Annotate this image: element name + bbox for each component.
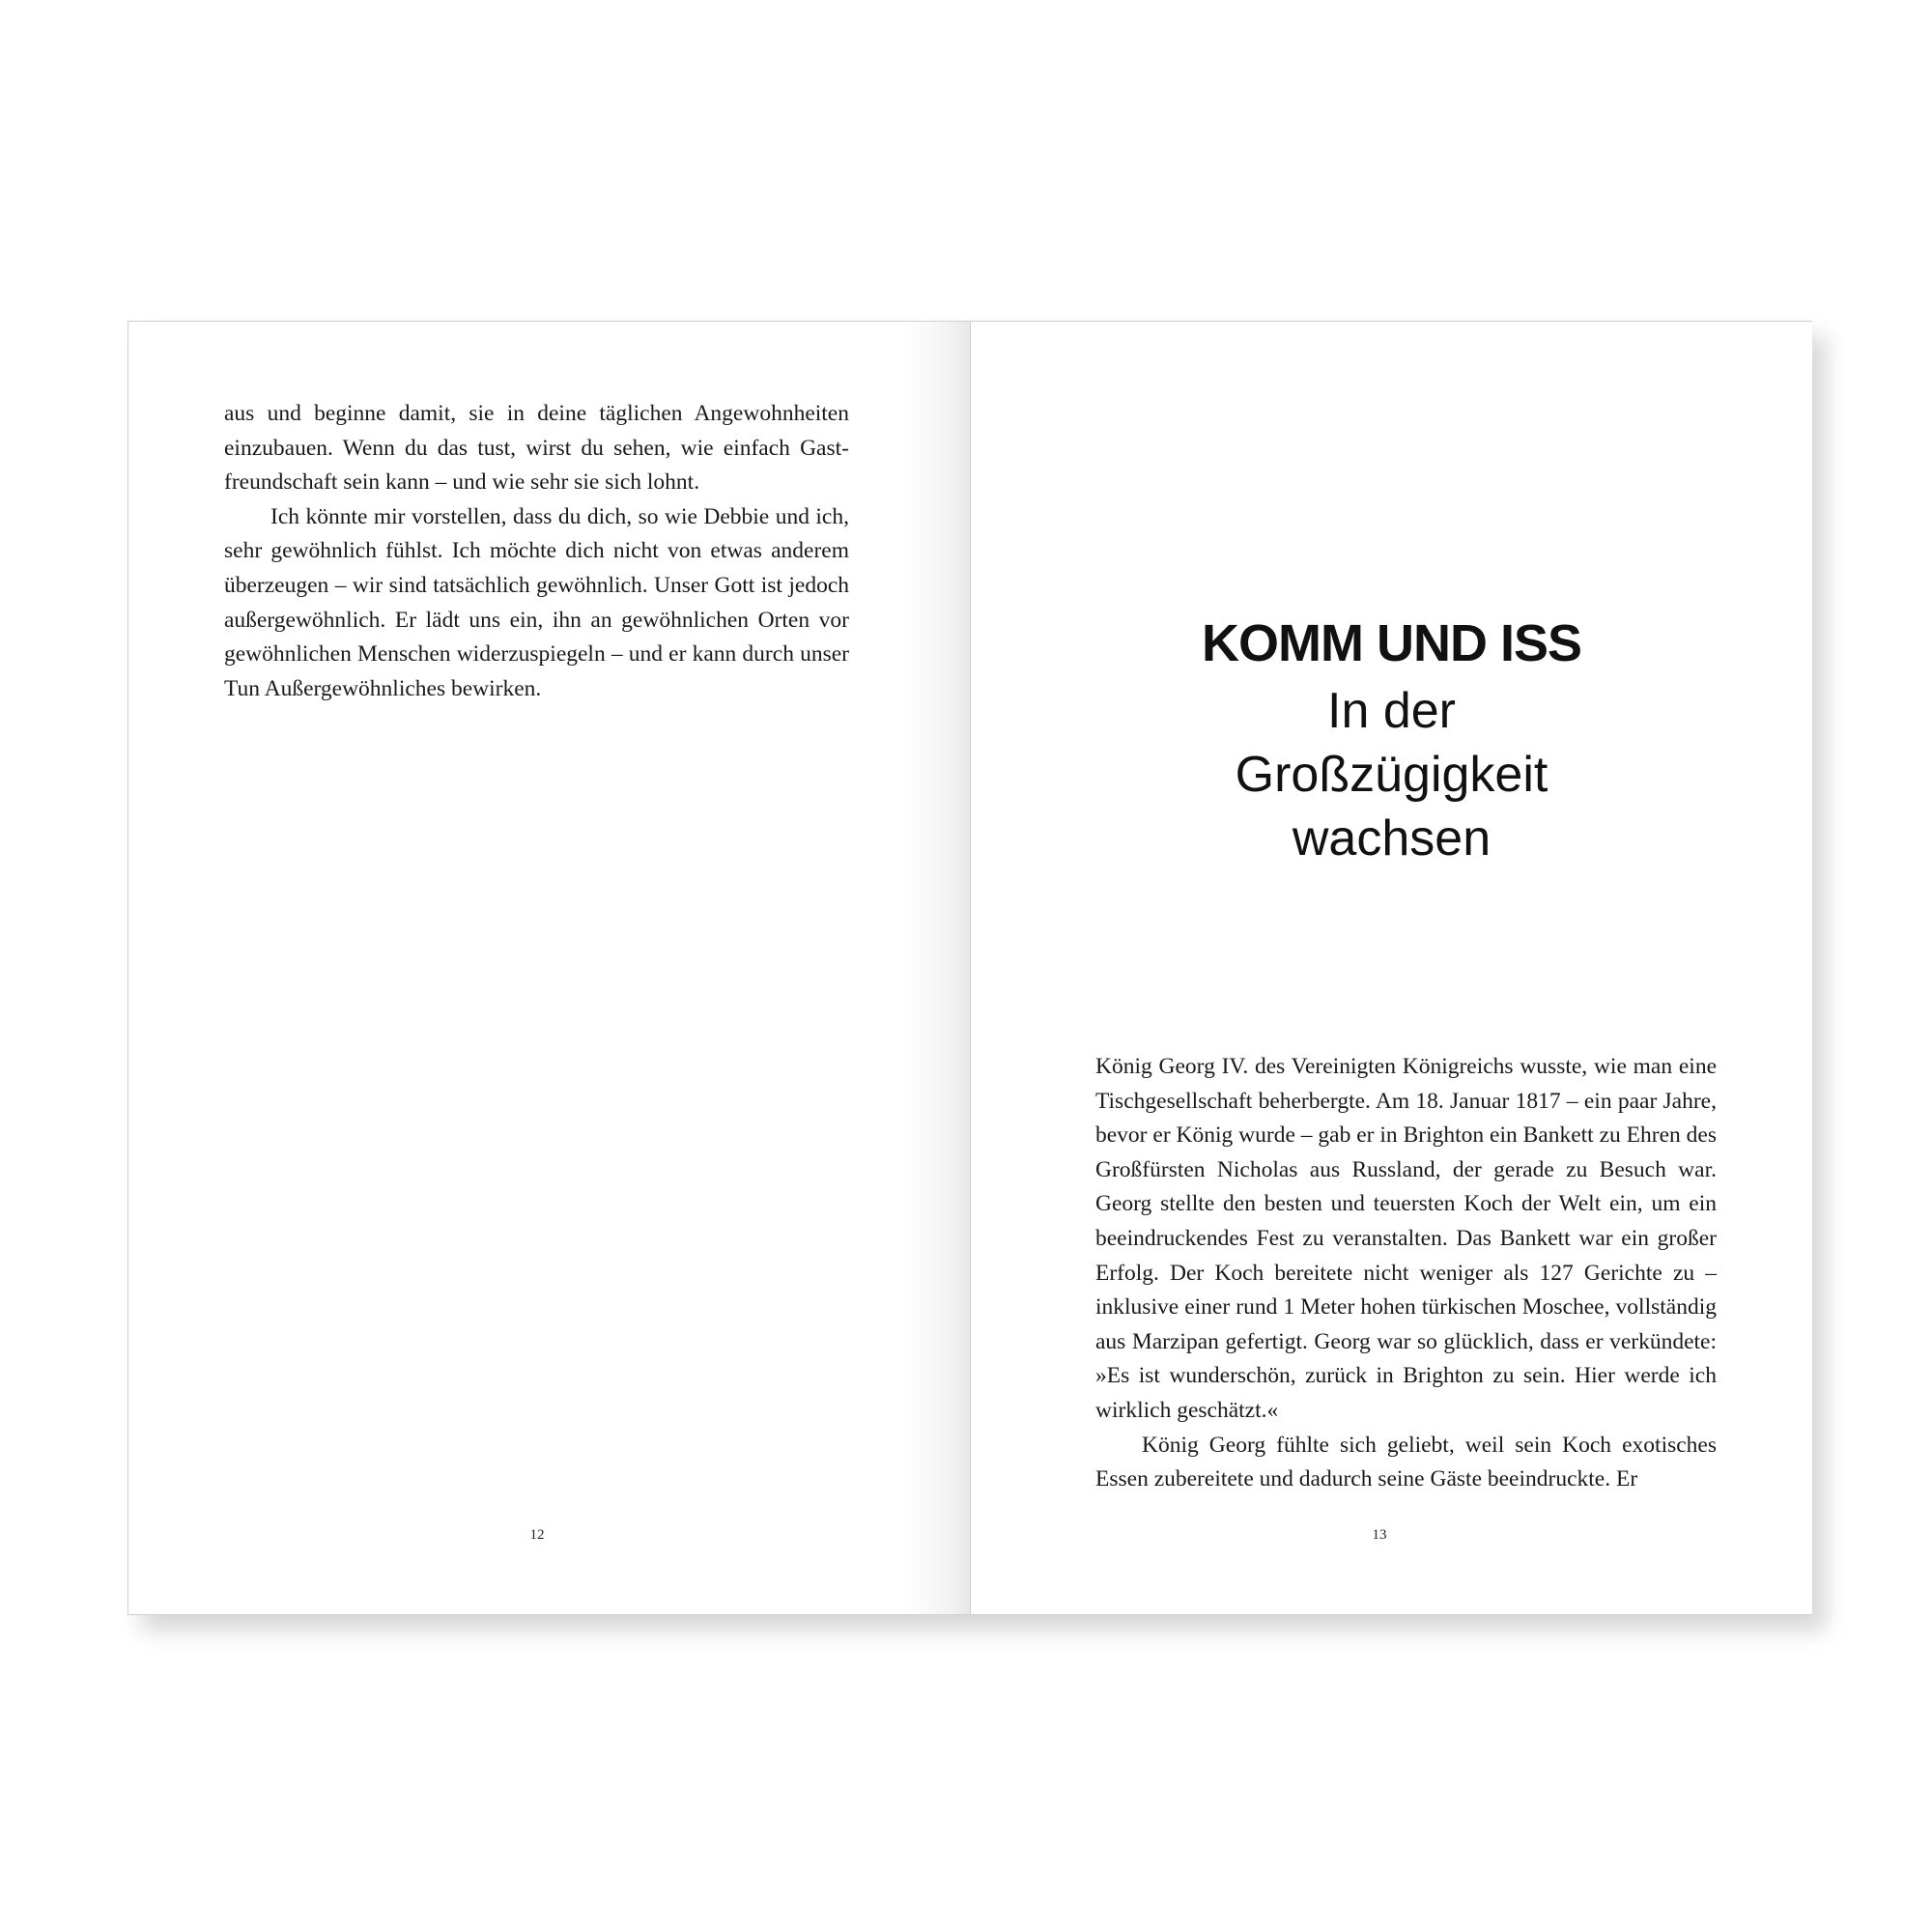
chapter-heading	[971, 611, 1812, 870]
paragraph: aus und beginne damit, sie in deine täglichen Angewohnheiten einzubauen. Wenn du das tust, wirst du sehen, wie einfach Gastfreundschaft sein kann – und wie sehr sie sich lohnt.	[224, 401, 849, 496]
left-page	[128, 322, 970, 1614]
right-page-body	[1095, 1050, 1717, 1497]
page-number: 13	[1372, 1527, 1387, 1543]
page-number: 12	[529, 1527, 545, 1543]
left-page-body	[224, 397, 849, 706]
chapter-title: KOMM UND ISS	[1202, 614, 1581, 672]
paragraph: König Georg IV. des Vereinigten Königreichs wusste, wie man eine Tischgesellschaft beherbergte. Am 18. Januar 1817 – ein paar Jahre, bevor er König wurde – gab er in Brighton ein Bankett zu Ehren des Großfürsten Nicholas aus Russland, der gerade zu Besuch war. Georg stellte den besten und teuersten Koch der Welt ein, um ein beeindruckendes Fest zu veranstalten. Das Bankett war ein großer Erfolg. Der Koch bereitete nicht weniger als 127 Gerichte zu – inklusive einer rund 1 Meter hohen türkischen Moschee, vollständig aus Marzipan gefertigt. Georg war so glücklich, dass er verkündete: »Es ist wunderschön, zurück in Brighton zu sein. Hier werde ich wirklich geschätzt.«	[1095, 1054, 1717, 1423]
chapter-subtitle: In der Großzügigkeit wachsen	[1235, 683, 1548, 867]
right-page	[970, 322, 1812, 1614]
gutter-shadow	[902, 322, 970, 1614]
paragraph: Ich könnte mir vorstellen, dass du dich, so wie Debbie und ich, sehr gewöhnlich fühlst. Ich möchte dich nicht von etwas anderem überzeugen – wir sind tatsächlich gewöhnlich. Unser Gott ist jedoch außergewöhnlich. Er lädt uns ein, ihn an gewöhnlichen Orten vor gewöhnlichen Menschen widerzuspiegeln – und er kann durch unser Tun Außergewöhnliches bewirken.	[224, 503, 849, 701]
paragraph: König Georg fühlte sich geliebt, weil sein Koch exotisches Essen zubereitete und dadurch seine Gäste beeindruckte. Er	[1095, 1432, 1717, 1492]
book-spread	[128, 321, 1812, 1615]
